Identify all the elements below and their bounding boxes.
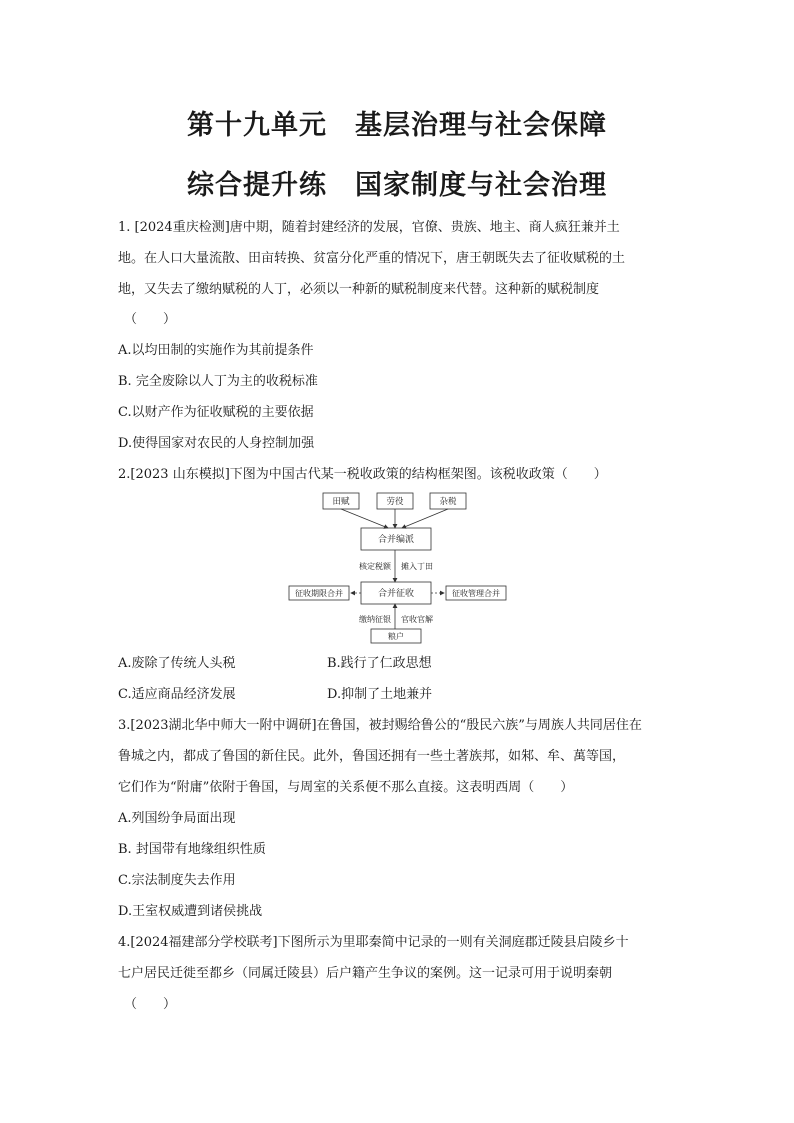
q1-stem-line-2: 地。在人口大量流散、田亩转换、贫富分化严重的情况下，唐王朝既失去了征收赋税的土: [118, 251, 626, 266]
q4-answer-blank: （ ）: [124, 997, 177, 1012]
q4-stem-line-1: 4.[2024福建部分学校联考]下图所示为里耶秦简中记录的一则有关洞庭郡迁陵县启陵乡十: [118, 935, 629, 950]
q1-option-d: D.使得国家对农民的人身控制加强: [118, 436, 315, 451]
q2-option-a: A.废除了传统人头税: [118, 656, 236, 671]
diagram-label-lianghu: 粮户: [388, 632, 404, 641]
diagram-label-guanli-hebing: 征收管理合并: [452, 589, 500, 598]
diagram-label-laoyi: 劳役: [386, 497, 404, 507]
q1-option-a: A.以均田制的实施作为其前提条件: [118, 343, 314, 358]
q3-option-a: A.列国纷争局面出现: [118, 811, 236, 826]
q3-stem-line-2: 鲁城之内，都成了鲁国的新住民。此外，鲁国还拥有一些土著族邦，如邾、牟、萬等国，: [118, 749, 626, 764]
diagram-label-hebing-bianpai: 合并编派: [377, 535, 415, 545]
q3-stem-line-1: 3.[2023湖北华中师大一附中调研]在鲁国，被封赐给鲁公的“殷民六族”与周族人共同居住在: [118, 718, 642, 733]
q1-stem-line-3: 地，又失去了缴纳赋税的人丁，必须以一种新的赋税制度来代替。这种新的赋税制度: [118, 282, 600, 297]
diagram-label-qixian-hebing: 征收期限合并: [295, 589, 343, 598]
q3-option-b: B. 封国带有地缘组织性质: [118, 842, 266, 857]
q3-option-c: C.宗法制度失去作用: [118, 873, 236, 888]
diagram-label-guanshou-guanjie: 官收官解: [401, 615, 433, 624]
q2-option-c: C.适应商品经济发展: [118, 687, 236, 702]
diagram-label-hebing-zhengshou: 合并征收: [377, 589, 415, 599]
diagram-label-jiaona-zhengyin: 缴纳征银: [359, 615, 391, 624]
q4-stem-line-2: 七户居民迁徙至都乡（同属迁陵县）后户籍产生争议的案例。这一记录可用于说明秦朝: [118, 966, 613, 981]
diagram-label-tanru-dingtian: 摊入丁田: [401, 562, 433, 571]
q2-option-b: B.践行了仁政思想: [327, 656, 432, 671]
tax-policy-diagram: [280, 488, 510, 646]
diagram-label-zashui: 杂税: [439, 497, 457, 507]
q1-stem-line-1: 1. [2024重庆检测]唐中期，随着封建经济的发展，官僚、贵族、地主、商人疯狂兼并土: [118, 220, 620, 235]
page-subtitle: 综合提升练 国家制度与社会治理: [187, 170, 607, 201]
q3-option-d: D.王室权威遭到诸侯挑战: [118, 904, 263, 919]
q3-stem-line-3: 它们作为“附庸”依附于鲁国，与周室的关系便不那么直接。这表明西周（ ）: [118, 780, 574, 795]
diagram-label-tianfu: 田赋: [332, 497, 350, 507]
q1-answer-blank: （ ）: [124, 312, 177, 327]
diagram-label-heding-shuie: 核定税额: [359, 562, 391, 571]
q1-option-c: C.以财产作为征收赋税的主要依据: [118, 405, 314, 420]
q2-stem: 2.[2023 山东模拟]下图为中国古代某一税收政策的结构框架图。该税收政策（ ）: [118, 467, 607, 482]
q2-option-d: D.抑制了土地兼并: [327, 687, 433, 702]
q1-option-b: B. 完全废除以人丁为主的收税标准: [118, 374, 318, 389]
page-title: 第十九单元 基层治理与社会保障: [187, 110, 607, 141]
